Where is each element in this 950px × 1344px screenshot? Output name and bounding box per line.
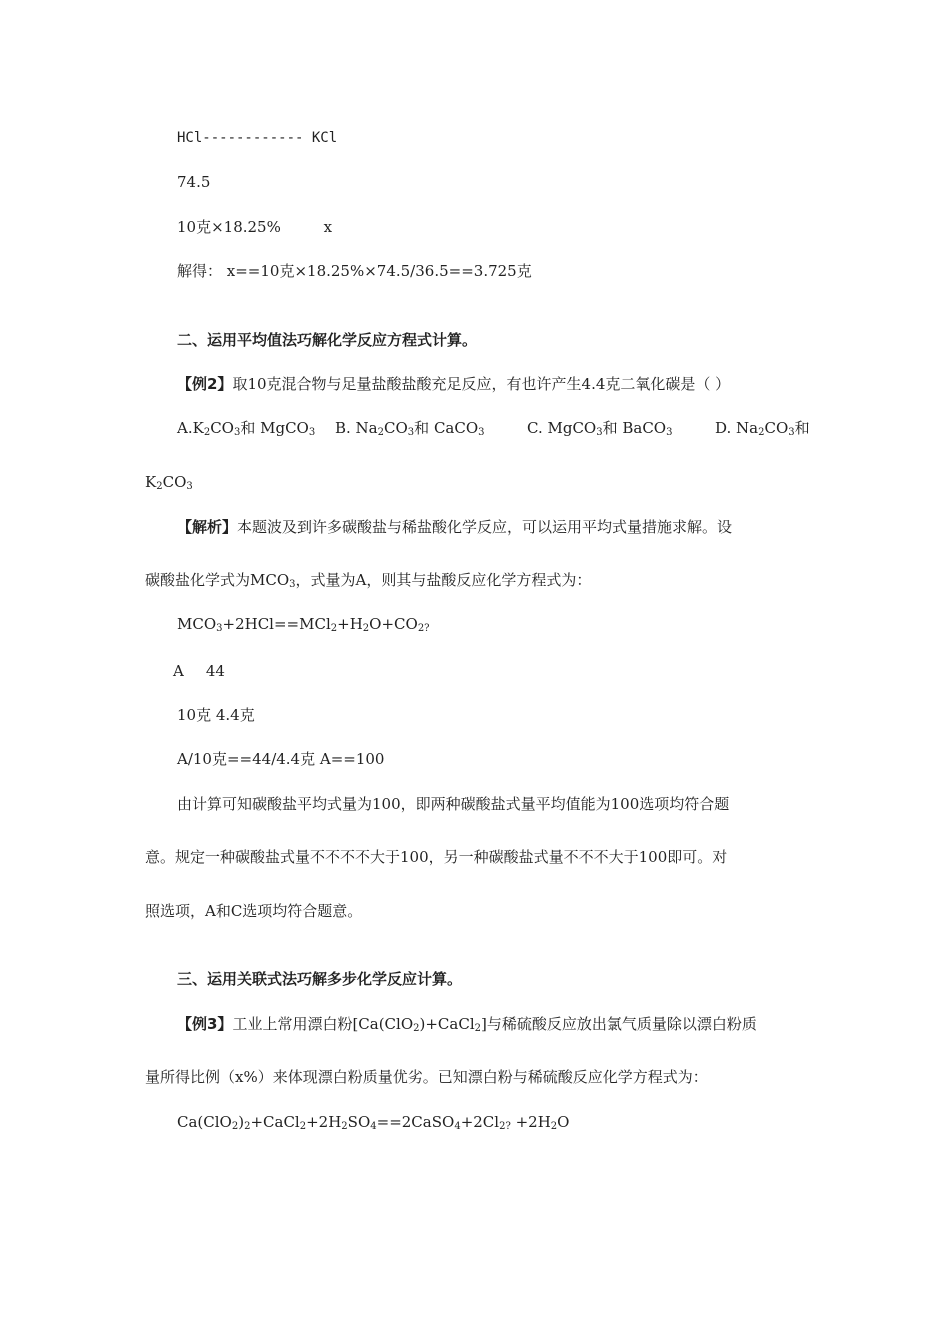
- solution-line: 解得： x==10克×18.25%×74.5/36.5==3.725克: [177, 262, 532, 280]
- unknown-x: x: [323, 218, 333, 236]
- analysis-line-1: 【解析】本题波及到许多碳酸盐与稀盐酸化学反应，可以运用平均式量措施求解。设: [177, 518, 733, 536]
- analysis-line-2: 碳酸盐化学式为$MCO_3$，式量为A，则其与盐酸反应化学方程式为：: [145, 571, 592, 590]
- example-2-text: 取10克混合物与足量盐酸盐酸充足反应，有也许产生4.4克二氧化碳是（ ）: [232, 375, 731, 393]
- calculation-line: A/10克==44/4.4克 A==100: [177, 750, 385, 768]
- analysis-tag: 【解析】: [177, 518, 238, 536]
- section-heading-2: 二、运用平均值法巧解化学反应方程式计算。: [177, 331, 478, 349]
- reaction-equation-2: $Ca(ClO_2)_2+CaCl_2+2H_2SO_4==2CaSO_4+2Cl_{2?} +2H_2O$: [177, 1113, 570, 1132]
- option-a: $A.K_2CO_3$和 MgCO$_3$: [177, 419, 316, 438]
- mass-values-line: 10克 4.4克: [177, 706, 255, 724]
- example-3-line-1: 【例3】工业上常用漂白粉[Ca(ClO$_2$)+CaCl$_2$]与稀硫酸反应放出氯气质量除以漂白粉质: [177, 1015, 757, 1034]
- example-3-line-2: 量所得比例（x%）来体现漂白粉质量优劣。已知漂白粉与稀硫酸反应化学方程式为：: [145, 1068, 708, 1086]
- example-2-question: [177, 374, 730, 394]
- section-heading-3: 三、运用关联式法巧解多步化学反应计算。: [177, 970, 463, 988]
- conclusion-line-1: 由计算可知碳酸盐平均式量为100，即两种碳酸盐式量平均值能为100选项均符合题: [177, 795, 730, 813]
- quantity-line: [177, 217, 332, 237]
- quantity-value: 10克×18.25%: [177, 218, 281, 236]
- option-d: D. $Na_2CO_3$和: [715, 419, 810, 438]
- conclusion-line-2: 意。规定一种碳酸盐式量不不不不大于100，另一种碳酸盐式量不不不大于100即可。对: [145, 848, 728, 866]
- option-c: C. MgCO$_3$和 BaCO$_3$: [527, 419, 673, 438]
- example-2-tag: 【例2】: [177, 375, 233, 393]
- option-b: B. $Na_2CO_3$和 CaCO$_3$: [335, 419, 485, 438]
- reaction-equation-1: $MCO_3+2HCl==MCl_2+H_2O+CO_{2?}$: [177, 615, 430, 634]
- mass-ratio-line: A 44: [173, 662, 225, 680]
- option-d-continued: $K_2CO_3$: [145, 473, 193, 492]
- conclusion-line-3: 照选项，A和C选项均符合题意。: [145, 902, 363, 920]
- molar-mass-line: 74.5: [177, 173, 211, 191]
- example-3-tag: 【例3】: [177, 1015, 233, 1033]
- equation-line-hcl-kcl: HCl------------ KCl: [177, 130, 338, 146]
